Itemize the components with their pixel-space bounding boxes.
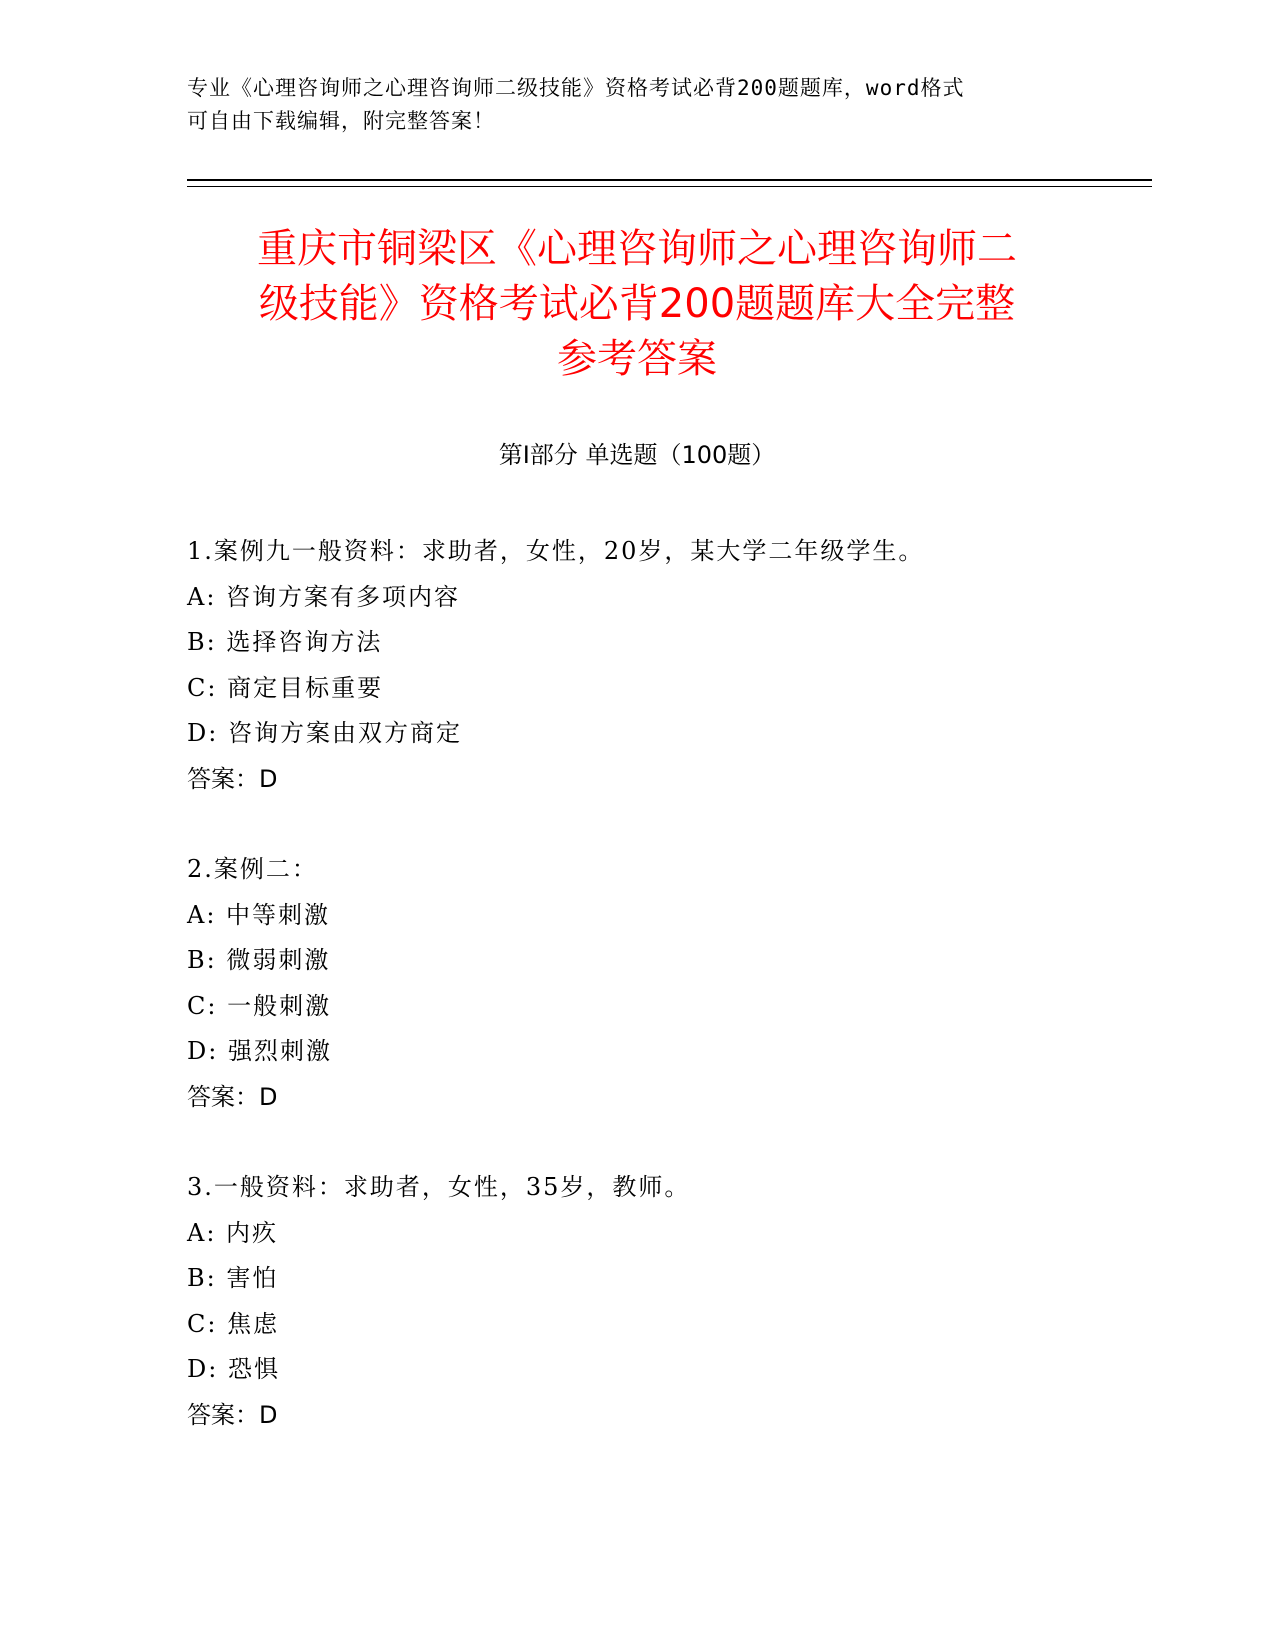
answer: 答案：D	[187, 764, 278, 793]
option-c: C: 焦虑	[187, 1309, 280, 1338]
answer: 答案：D	[187, 1400, 278, 1429]
option-b: B: 选择咨询方法	[187, 628, 383, 656]
document-title-line-1: 重庆市铜梁区《心理咨询师之心理咨询师二	[257, 226, 1017, 272]
header-rule-thick	[187, 179, 1152, 181]
section-heading: 第Ⅰ部分 单选题（100题）	[498, 441, 776, 469]
option-c: C: 一般刺激	[187, 991, 332, 1020]
option-d: D: 咨询方案由双方商定	[187, 719, 462, 747]
option-d: D: 强烈刺激	[187, 1037, 332, 1065]
question-1	[187, 529, 1087, 802]
option-b: B: 害怕	[187, 1264, 279, 1292]
question-2	[187, 847, 1087, 1120]
header-note-line-1: 专业《心理咨询师之心理咨询师二级技能》资格考试必背200题题库，word格式	[187, 76, 965, 100]
option-a: A: 内疚	[187, 1218, 279, 1247]
question-stem: 1.案例九一般资料：求助者，女性，20岁，某大学二年级学生。	[187, 537, 925, 565]
question-3	[187, 1165, 1087, 1438]
header-rule-thin	[187, 186, 1152, 187]
document-title-line-3: 参考答案	[557, 336, 717, 382]
document-title-line-2: 级技能》资格考试必背200题题库大全完整	[258, 281, 1016, 327]
option-b: B: 微弱刺激	[187, 946, 331, 974]
header-note-line-2: 可自由下载编辑，附完整答案！	[187, 109, 495, 133]
header-note	[187, 72, 1067, 138]
document-title	[187, 222, 1087, 387]
option-d: D: 恐惧	[187, 1355, 280, 1383]
answer: 答案：D	[187, 1082, 278, 1111]
question-stem: 3.一般资料：求助者，女性，35岁，教师。	[187, 1173, 691, 1201]
option-a: A: 中等刺激	[187, 900, 331, 929]
option-a: A: 咨询方案有多项内容	[187, 582, 461, 611]
question-stem: 2.案例二：	[187, 855, 318, 883]
option-c: C: 商定目标重要	[187, 673, 384, 702]
